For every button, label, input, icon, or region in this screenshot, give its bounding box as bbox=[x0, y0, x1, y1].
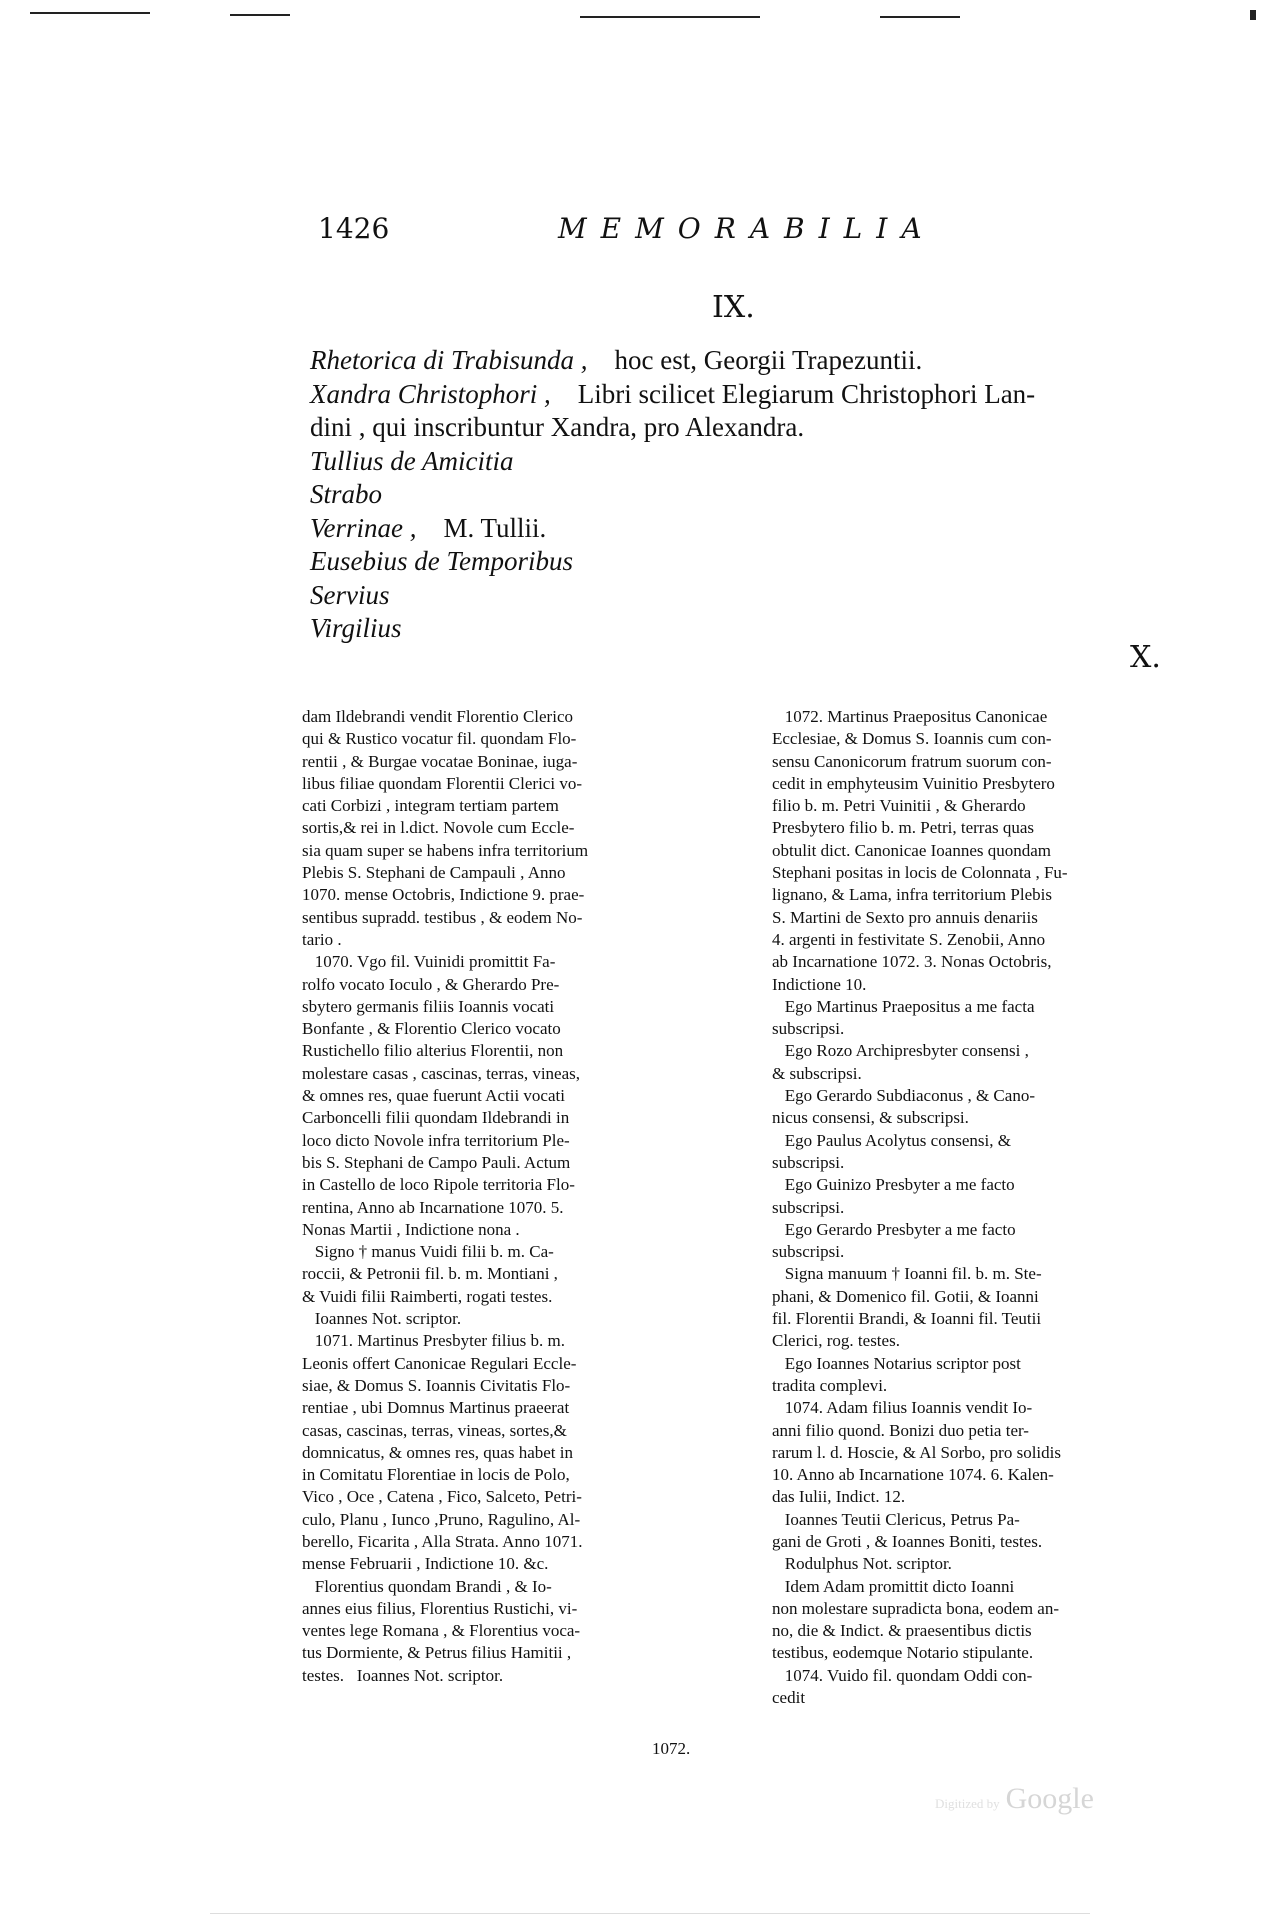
entry-title: Virgilius bbox=[310, 613, 402, 643]
text-line: rentina, Anno ab Incarnatione 1070. 5. bbox=[302, 1197, 564, 1217]
text-line: Signa manuum † Ioanni fil. b. m. Ste- bbox=[772, 1264, 1042, 1284]
text-line: non molestare supradicta bona, eodem an- bbox=[772, 1598, 1060, 1618]
text-line: 1074. Vuido fil. quondam Oddi con- bbox=[772, 1665, 1033, 1685]
catalog-entry bbox=[310, 445, 1210, 479]
text-line: & subscripsi. bbox=[772, 1063, 862, 1083]
text-line: nicus consensi, & subscripsi. bbox=[772, 1108, 969, 1128]
text-line: Clerici, rog. testes. bbox=[772, 1331, 900, 1351]
text-line: sensu Canonicorum fratrum suorum con- bbox=[772, 751, 1052, 771]
catalog-entry bbox=[310, 478, 1210, 512]
text-line: fil. Florentii Brandi, & Ioanni fil. Teutii bbox=[772, 1309, 1042, 1329]
text-line: Ioannes Teutii Clericus, Petrus Pa- bbox=[772, 1509, 1020, 1529]
entry-title: Rhetorica di Trabisunda , bbox=[310, 345, 588, 375]
text-line: sortis,& rei in l.dict. Novole cum Eccle- bbox=[302, 818, 575, 838]
text-line: rentii , & Burgae vocatae Boninae, iuga- bbox=[302, 751, 578, 771]
text-line: loco dicto Novole infra territorium Ple- bbox=[302, 1130, 570, 1150]
catalog-entry bbox=[310, 512, 1210, 546]
text-line: in Castello de loco Ripole territoria Flo- bbox=[302, 1175, 575, 1195]
text-line: Bonfante , & Florentio Clerico vocato bbox=[302, 1019, 561, 1039]
entry-title: Verrinae , bbox=[310, 512, 417, 543]
text-line: tradita complevi. bbox=[772, 1375, 888, 1395]
text-line: phani, & Domenico fil. Gotii, & Ioanni bbox=[772, 1286, 1039, 1306]
text-line: & omnes res, quae fuerunt Actii vocati bbox=[302, 1086, 565, 1106]
text-line: in Comitatu Florentiae in locis de Polo, bbox=[302, 1465, 570, 1485]
text-line: 4. argenti in festivitate S. Zenobii, Anno bbox=[772, 929, 1046, 949]
text-line: tus Dormiente, & Petrus filius Hamitii , bbox=[302, 1643, 572, 1663]
text-line: gani de Groti , & Ioannes Boniti, testes. bbox=[772, 1531, 1043, 1551]
left-column bbox=[302, 706, 732, 1687]
entry-title: Tullius de Amicitia bbox=[310, 445, 514, 476]
text-line: subscripsi. bbox=[772, 1242, 845, 1262]
text-line: lignano, & Lama, infra territorium Plebis bbox=[772, 885, 1052, 905]
text-line: rolfo vocato Ioculo , & Gherardo Pre- bbox=[302, 974, 560, 994]
text-line: roccii, & Petronii fil. b. m. Montiani , bbox=[302, 1264, 558, 1284]
catalog-entry bbox=[310, 612, 1210, 646]
text-line: Nonas Martii , Indictione nona . bbox=[302, 1219, 520, 1239]
catalog-entry bbox=[310, 579, 1210, 613]
text-line: das Iulii, Indict. 12. bbox=[772, 1487, 906, 1507]
text-line: cati Corbizi , integram tertiam partem bbox=[302, 796, 559, 816]
text-line: subscripsi. bbox=[772, 1019, 845, 1039]
text-line: 1074. Adam filius Ioannis vendit Io- bbox=[772, 1398, 1033, 1418]
text-line: berello, Ficarita , Alla Strata. Anno 1071. bbox=[302, 1531, 583, 1551]
entry-gloss-continuation: dini , qui inscribuntur Xandra, pro Alexandra. bbox=[310, 412, 805, 442]
text-line: Rustichello filio alterius Florentii, non bbox=[302, 1041, 564, 1061]
text-line: molestare casas , cascinas, terras, vineas, bbox=[302, 1063, 581, 1083]
text-line: 1071. Martinus Presbyter filius b. m. bbox=[302, 1331, 566, 1351]
text-line: Ego Ioannes Notarius scriptor post bbox=[772, 1353, 1021, 1373]
catalog-entry bbox=[310, 344, 1210, 378]
text-line: 1070. mense Octobris, Indictione 9. prae- bbox=[302, 885, 585, 905]
entry-title: Eusebius de Temporibus bbox=[310, 546, 574, 576]
right-column bbox=[772, 706, 1202, 1709]
text-line: Ego Gerardo Presbyter a me facto bbox=[772, 1219, 1016, 1239]
text-line: dam Ildebrandi vendit Florentio Clerico bbox=[302, 707, 573, 726]
text-line: Rodulphus Not. scriptor. bbox=[772, 1554, 952, 1574]
text-line: Presbytero filio b. m. Petri, terras quas bbox=[772, 818, 1035, 838]
text-line: obtulit dict. Canonicae Ioannes quondam bbox=[772, 840, 1052, 860]
text-line: Ego Guinizo Presbyter a me facto bbox=[772, 1175, 1015, 1195]
catalog-entry-continuation bbox=[310, 411, 1210, 445]
text-line: 1072. Martinus Praepositus Canonicae bbox=[772, 707, 1048, 726]
text-line: Carboncelli filii quondam Ildebrandi in bbox=[302, 1108, 570, 1128]
text-line: & Vuidi filii Raimberti, rogati testes. bbox=[302, 1286, 553, 1306]
text-line: rentiae , ubi Domnus Martinus praeerat bbox=[302, 1398, 570, 1418]
text-line: bis S. Stephani de Campo Pauli. Actum bbox=[302, 1152, 571, 1172]
text-line: sentibus supradd. testibus , & eodem No- bbox=[302, 907, 583, 927]
text-line: Florentius quondam Brandi , & Io- bbox=[302, 1576, 552, 1596]
text-line: testibus, eodemque Notario stipulante. bbox=[772, 1643, 1034, 1663]
entry-title: Xandra Christophori , bbox=[310, 378, 551, 409]
text-line: ab Incarnatione 1072. 3. Nonas Octobris, bbox=[772, 952, 1052, 972]
text-line: sia quam super se habens infra territorium bbox=[302, 840, 589, 860]
text-line: domnicatus, & omnes res, quas habet in bbox=[302, 1442, 574, 1462]
text-line: casas, cascinas, terras, vineas, sortes,& bbox=[302, 1420, 567, 1440]
entry-gloss: M. Tullii. bbox=[443, 512, 547, 543]
text-line: subscripsi. bbox=[772, 1152, 845, 1172]
text-line: S. Martini de Sexto pro annuis denariis bbox=[772, 907, 1038, 927]
bottom-rule bbox=[210, 1913, 1090, 1914]
text-line: Plebis S. Stephani de Campauli , Anno bbox=[302, 863, 566, 883]
text-line: libus filiae quondam Florentii Clerici vo- bbox=[302, 773, 582, 793]
text-line: culo, Planu , Iunco ,Pruno, Ragulino, Al- bbox=[302, 1509, 581, 1529]
running-head bbox=[318, 212, 958, 252]
text-line: cedit bbox=[772, 1688, 806, 1708]
text-line: qui & Rustico vocatur fil. quondam Flo- bbox=[302, 729, 577, 749]
text-line: rarum l. d. Hoscie, & Al Sorbo, pro solidis bbox=[772, 1442, 1061, 1462]
entry-title: Servius bbox=[310, 579, 390, 610]
digitization-watermark bbox=[935, 1782, 1094, 1816]
text-line: cedit in emphyteusim Vuinitio Presbytero bbox=[772, 773, 1055, 793]
text-line: Indictione 10. bbox=[772, 974, 867, 994]
text-line: mense Februarii , Indictione 10. &c. bbox=[302, 1554, 549, 1574]
text-line: Leonis offert Canonicae Regulari Eccle- bbox=[302, 1353, 577, 1373]
text-line: Stephani positas in locis de Colonnata , Fu- bbox=[772, 863, 1068, 883]
text-line: filio b. m. Petri Vuinitii , & Gherardo bbox=[772, 796, 1026, 816]
text-line: annes eius filius, Florentius Rustichi, vi- bbox=[302, 1598, 578, 1618]
text-line: Signo † manus Vuidi filii b. m. Ca- bbox=[302, 1242, 554, 1262]
page-number: 1426 bbox=[318, 212, 390, 245]
catchword: 1072. bbox=[652, 1739, 691, 1758]
watermark-brand: Google bbox=[1005, 1782, 1094, 1815]
section-heading-ix: IX. bbox=[712, 290, 755, 325]
catalog-entry bbox=[310, 378, 1210, 412]
text-line: Vico , Oce , Catena , Fico, Salceto, Petri- bbox=[302, 1487, 582, 1507]
text-line: 10. Anno ab Incarnatione 1074. 6. Kalen- bbox=[772, 1465, 1054, 1485]
text-line: siae, & Domus S. Ioannis Civitatis Flo- bbox=[302, 1375, 571, 1395]
text-line: subscripsi. bbox=[772, 1197, 845, 1217]
text-line: Ego Paulus Acolytus consensi, & bbox=[772, 1130, 1011, 1150]
text-line: Ioannes Not. scriptor. bbox=[302, 1309, 462, 1329]
catalog-entry bbox=[310, 545, 1210, 579]
text-line: ventes lege Romana , & Florentius voca- bbox=[302, 1621, 581, 1641]
text-line: Idem Adam promittit dicto Ioanni bbox=[772, 1576, 1015, 1596]
catalog-list bbox=[310, 344, 1210, 646]
text-line: sbytero germanis filiis Ioannis vocati bbox=[302, 996, 555, 1016]
text-line: Ego Rozo Archipresbyter consensi , bbox=[772, 1041, 1029, 1061]
text-line: no, die & Indict. & praesentibus dictis bbox=[772, 1621, 1032, 1641]
scan-edge-marks bbox=[20, 10, 1270, 24]
entry-gloss: hoc est, Georgii Trapezuntii. bbox=[614, 345, 923, 375]
text-line: Ego Martinus Praepositus a me facta bbox=[772, 996, 1035, 1016]
entry-title: Strabo bbox=[310, 479, 383, 509]
text-line: 1070. Vgo fil. Vuinidi promittit Fa- bbox=[302, 952, 556, 972]
text-line: Ego Gerardo Subdiaconus , & Cano- bbox=[772, 1086, 1035, 1106]
text-line: Ecclesiae, & Domus S. Ioannis cum con- bbox=[772, 729, 1052, 749]
section-heading-x: X. bbox=[1130, 640, 1161, 675]
text-line: anni filio quond. Bonizi duo petia ter- bbox=[772, 1420, 1029, 1440]
running-title: MEMORABILIA bbox=[558, 212, 936, 245]
watermark-prefix: Digitized by bbox=[935, 1796, 1000, 1811]
text-line: testes. Ioannes Not. scriptor. bbox=[302, 1665, 504, 1685]
text-line: tario . bbox=[302, 929, 342, 949]
entry-gloss: Libri scilicet Elegiarum Christophori Lan- bbox=[577, 378, 1036, 409]
